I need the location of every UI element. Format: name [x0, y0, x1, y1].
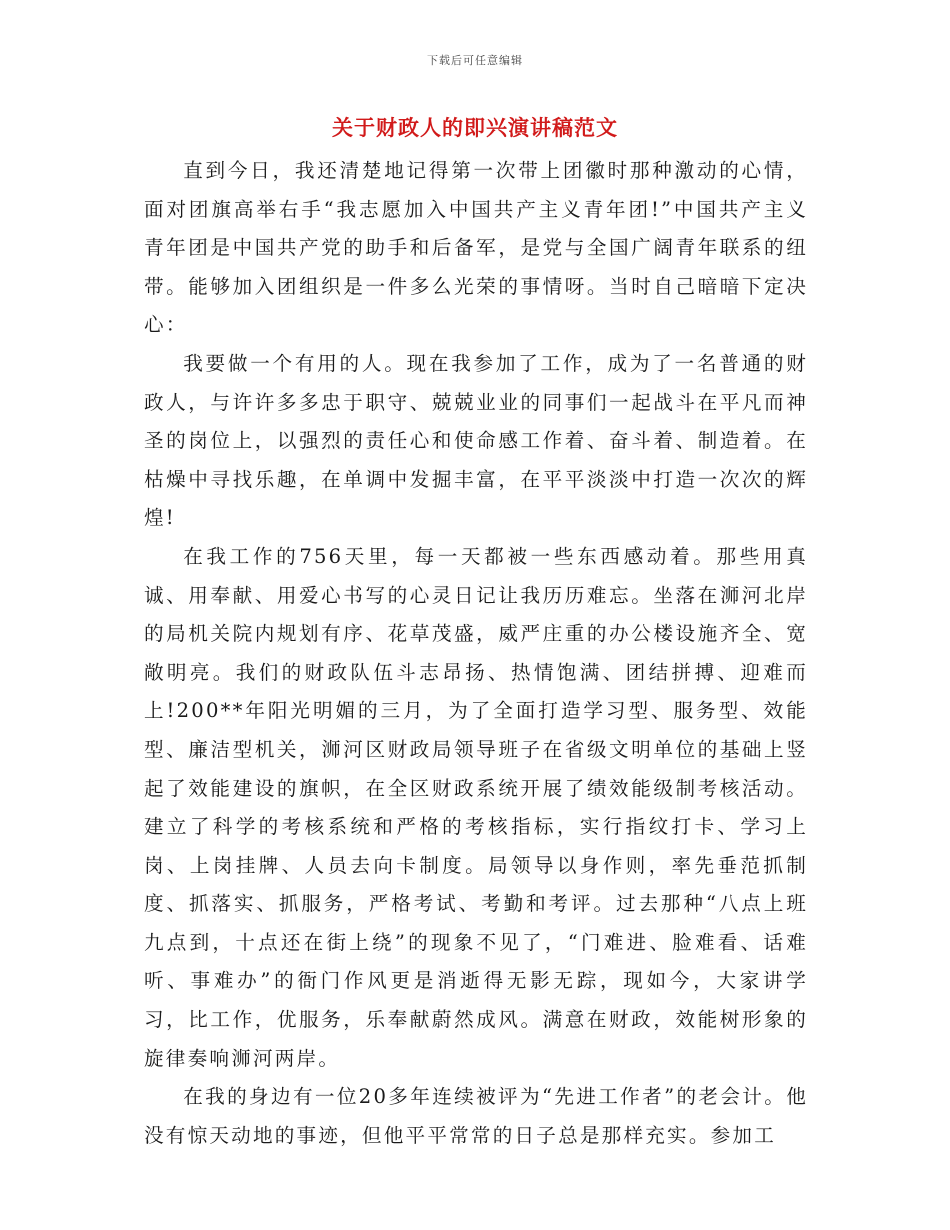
page-header-caption: 下载后可任意编辑: [427, 54, 523, 67]
paragraph-4: 在我的身边有一位20多年连续被评为“先进工作者”的老会计。他没有惊天动地的事迹，但他平平常常的日子总是那样充实。参加工: [144, 1085, 808, 1147]
paragraph-3: 在我工作的756天里，每一天都被一些东西感动着。那些用真诚、用奉献、用爱心书写的心灵日记让我历历难忘。坐落在浉河北岸的局机关院内规划有序、花草茂盛，威严庄重的办公楼设施齐全、宽敞明亮。我们的财政队伍斗志昂扬、热情饱满、团结拼搏、迎难而上!200**年阳光明媚的三月，为了全面打造学习型、服务型、效能型、廉洁型机关，浉河区财政局领导班子在省级文明单位的基础上竖起了效能建设的旗帜，在全区财政系统开展了绩效能级制考核活动。建立了科学的考核系统和严格的考核指标，实行指纹打卡、学习上岗、上岗挂牌、人员去向卡制度。局领导以身作则，率先垂范抓制度、抓落实、抓服务，严格考试、考勤和考评。过去那种“八点上班九点到，十点还在街上绕”的现象不见了，“门难进、脸难看、话难听、事难办”的衙门作风更是消逝得无影无踪，现如今，大家讲学习，比工作，优服务，乐奉献蔚然成风。满意在财政，效能树形象的旋律奏响浉河两岸。: [144, 544, 808, 1070]
document-title: 关于财政人的即兴演讲稿范文: [332, 116, 618, 140]
document-body: [144, 152, 808, 1155]
paragraph-1: 直到今日，我还清楚地记得第一次带上团徽时那种激动的心情，面对团旗高举右手“我志愿加入中国共产主义青年团!”中国共产主义青年团是中国共产党的助手和后备军，是党与全国广阔青年联系的纽带。能够加入团组织是一件多么光荣的事情呀。当时自己暗暗下定决心：: [144, 159, 808, 337]
paragraph-2: 我要做一个有用的人。现在我参加了工作，成为了一名普通的财政人，与许许多多忠于职守、兢兢业业的同事们一起战斗在平凡而神圣的岗位上，以强烈的责任心和使命感工作着、奋斗着、制造着。在枯燥中寻找乐趣，在单调中发掘丰富，在平平淡淡中打造一次次的辉煌!: [144, 351, 808, 530]
